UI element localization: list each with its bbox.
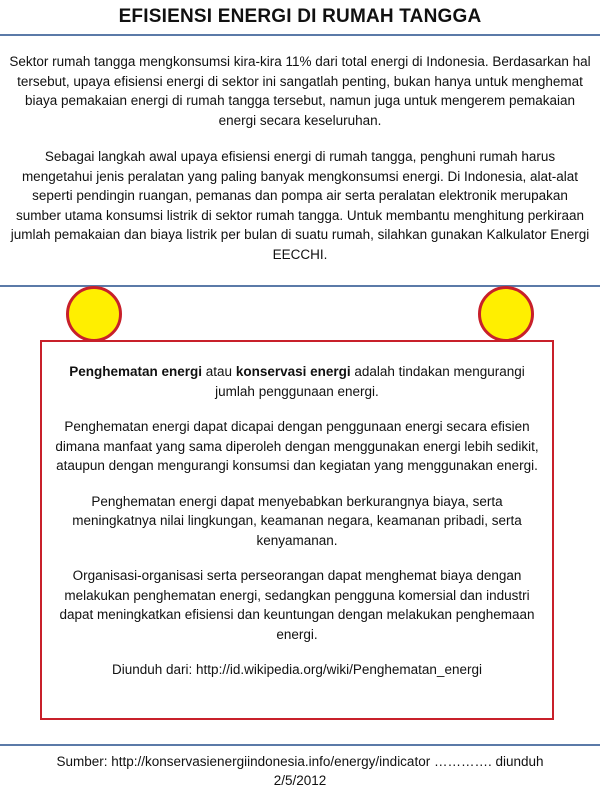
- definition-box: [40, 340, 554, 720]
- source-footer: [20, 752, 580, 790]
- intro-paragraph-1: Sektor rumah tangga mengkonsumsi kira-kira 11% dari total energi di Indonesia. Berdasarkan hal tersebut, upaya efisiensi energi di sektor ini sangatlah penting, bukan hanya untuk menghemat biaya pemakaian energi di rumah tangga tersebut, namun juga untuk mengerem pemakaian energi secara keseluruhan.: [9, 54, 591, 128]
- term-penghematan-energi: Penghematan energi: [69, 364, 203, 379]
- definition-paragraph: [54, 362, 540, 401]
- def-rest: adalah tindakan mengurangi jumlah penggunaan energi.: [215, 364, 525, 399]
- term-konservasi-energi: konservasi energi: [235, 364, 351, 379]
- def-connector: atau: [202, 364, 236, 379]
- yellow-circle-left-icon: [66, 286, 122, 342]
- page-title: EFISIENSI ENERGI DI RUMAH TANGGA: [118, 6, 482, 27]
- top-divider: [0, 34, 600, 36]
- box-paragraph-4: Organisasi-organisasi serta perseorangan dapat menghemat biaya dengan melakukan penghematan energi, sedangkan pengguna komersial dan industri dapat meningkatkan efisiensi dan keuntungan dengan melakukan penghemaan energi.: [59, 568, 535, 642]
- box-paragraph-2: Penghematan energi dapat dicapai dengan penggunaan energi secara efisien dimana manfaat yang sama diperoleh dengan menggunakan energi lebih sedikit, ataupun dengan mengurangi konsumsi dan kegiatan yang menggunakan energi.: [55, 419, 539, 473]
- download-source: Diunduh dari: http://id.wikipedia.org/wiki/Penghematan_energi: [112, 662, 482, 677]
- bottom-divider: [0, 744, 600, 746]
- definition-box-content: [54, 362, 540, 696]
- source-line-2: 2/5/2012: [273, 773, 327, 788]
- yellow-circle-right-icon: [478, 286, 534, 342]
- box-paragraph-3: Penghematan energi dapat menyebabkan berkurangnya biaya, serta meningkatnya nilai lingkungan, keamanan negara, keamanan pribadi, serta kenyamanan.: [72, 493, 522, 548]
- source-line-1: Sumber: http://konservasienergiindonesia.info/energy/indicator …………. diunduh: [56, 754, 544, 769]
- intro-section: [8, 52, 592, 281]
- intro-paragraph-2: Sebagai langkah awal upaya efisiensi energi di rumah tangga, penghuni rumah harus mengetahui jenis peralatan yang paling banyak mengkonsumsi energi. Di Indonesia, alat-alat seperti pendingin ruangan, pemanas dan pompa air serta peralatan elektronik merupakan sumber utama konsumsi listrik di sektor rumah tangga. Untuk membantu menghitung perkiraan jumlah pemakaian dan biaya listrik per bulan di suatu rumah, silahkan gunakan Kalkulator Energi EECCHI.: [10, 149, 590, 262]
